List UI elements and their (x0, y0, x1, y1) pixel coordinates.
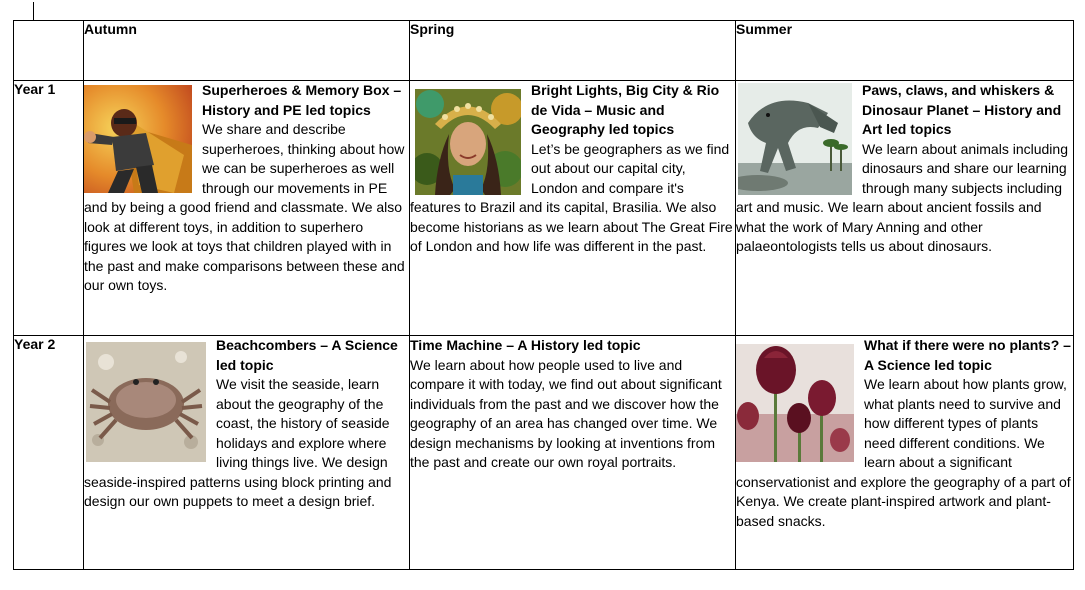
dinosaur-image (738, 83, 852, 195)
topic-title: Bright Lights, Big City & Rio de Vida – Music and Geography led topics (531, 82, 720, 137)
topic-cell-year2-spring (410, 336, 736, 570)
topic-cell-year1-summer (736, 81, 1074, 336)
crab-image (86, 342, 206, 462)
topic-title: Superheroes & Memory Box – History and PE led topics (202, 82, 402, 118)
topic-description: We learn about animals including dinosaurs and share our learning through many subjects including art and music. We learn about ancient fossils and what the work of Mary Anning and other palaeontologists tells us about dinosaurs. (736, 140, 1068, 254)
topic-title: Time Machine – A History led topic (410, 337, 641, 353)
term-header-summer: Summer (736, 21, 1074, 81)
year-1-label: Year 1 (14, 81, 84, 336)
corner-cell (14, 21, 84, 81)
topic-description: We learn about how plants grow, what plants need to survive and how different types of plants need different conditions. We learn about a significant conservationist and explore the geography of a part of Kenya. We create plant-inspired artwork and plant-based snacks. (736, 376, 1071, 529)
term-header-spring: Spring (410, 21, 736, 81)
table-row (14, 336, 1074, 570)
topic-description: We share and describe superheroes, thinking about how we can be superheroes as well through our movements in PE and by being a good friend and classmate. We also look at different toys, in addition to superhero figures we look at toys that children played with in the past and make comparisons between these and our own toys. (84, 121, 405, 293)
topic-cell-year1-spring (410, 81, 736, 336)
term-header-autumn: Autumn (84, 21, 410, 81)
curriculum-table (13, 20, 1074, 570)
header-row (14, 21, 1074, 81)
topic-description: We visit the seaside, learn about the geography of the coast, the history of seaside holidays and explore where living things live. We design seaside-inspired patterns using block printing and design our own puppets to meet a design brief. (84, 376, 392, 509)
topic-description: Let’s be geographers as we find out about our capital city, London and compare it's features to Brazil and its capital, Brasilia. We also become historians as we learn about The Great Fire of London and how life was different in the past. (410, 140, 733, 254)
tulip-image (736, 344, 854, 462)
topic-description: We learn about how people used to live and compare it with today, we find out about significant individuals from the past and we discover how the geography of an area has changed over time. We design mechanisms by looking at inventions from the past and create our own royal portraits. (410, 356, 722, 470)
carnival-dancer-image (415, 89, 521, 195)
topic-title: Beachcombers – A Science led topic (216, 337, 398, 373)
topic-cell-year1-autumn (84, 81, 410, 336)
topic-title: Paws, claws, and whiskers & Dinosaur Planet – History and Art led topics (862, 82, 1062, 137)
topic-title: What if there were no plants? – A Science led topic (864, 337, 1071, 373)
topic-cell-year2-autumn (84, 336, 410, 570)
topic-cell-year2-summer (736, 336, 1074, 570)
superhero-image (84, 85, 192, 193)
table-row (14, 81, 1074, 336)
text-cursor (33, 2, 34, 20)
year-2-label: Year 2 (14, 336, 84, 570)
